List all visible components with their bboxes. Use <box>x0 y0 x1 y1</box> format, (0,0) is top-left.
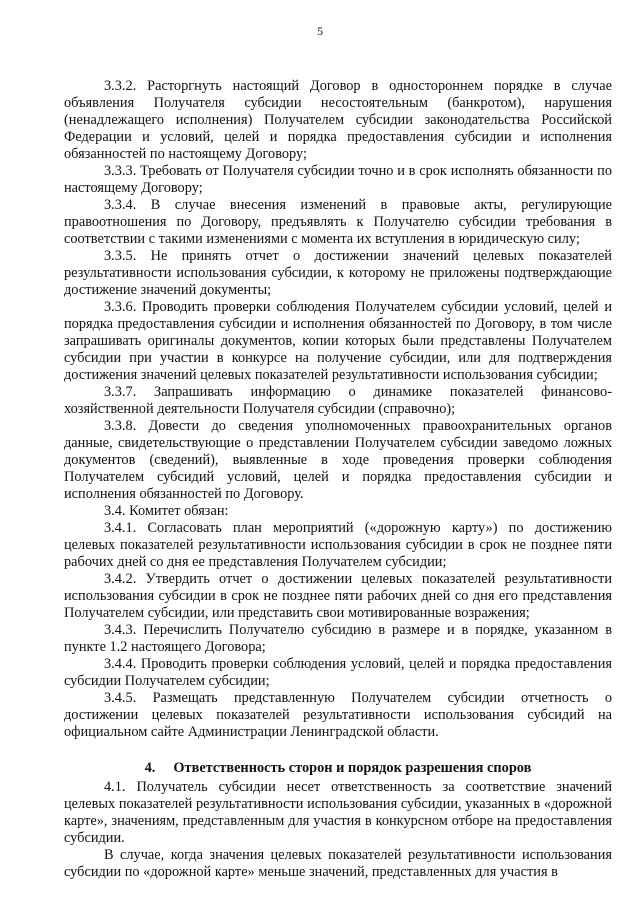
clause-3-4-5: 3.4.5. Размещать представленную Получателем субсидии отчетность о достижении целевых показателей результативности использования субсидий на официальном сайте Администрации Ленинградской области. <box>64 690 612 740</box>
clause-4-1: 4.1. Получатель субсидии несет ответственность за соответствие значений целевых показателей результативности использования субсидии, указанных в «дорожной карте», значениям, представленным для участия в конкурсном отборе на предоставления субсидии. <box>64 779 612 846</box>
clause-3-4-1: 3.4.1. Согласовать план мероприятий («дорожную карту») по достижению целевых показателей результативности использования субсидии в срок не позднее пяти рабочих дней со дня ее представления Получателем субсидии; <box>64 520 612 570</box>
clause-3-3-8: 3.3.8. Довести до сведения уполномоченных правоохранительных органов данные, свидетельствующие о представлении Получателем субсидии заведомо ложных документов (сведений), выявленные в ходе проведения проверки соблюдения Получателем субсидий условий, целей и порядка предоставления субсидии и исполнения обязанностей по Договору. <box>64 418 612 502</box>
section-heading <box>64 760 612 777</box>
clause-3-4-4: 3.4.4. Проводить проверки соблюдения условий, целей и порядка предоставления субсидии Получателем субсидии; <box>64 656 612 689</box>
clause-3-3-7: 3.3.7. Запрашивать информацию о динамике показателей финансово-хозяйственной деятельности Получателя субсидии (справочно); <box>64 384 612 417</box>
section-4-paragraph: В случае, когда значения целевых показателей результативности использования субсидии по «дорожной карте» меньше значений, представленных для участия в <box>64 847 612 880</box>
section-title: Ответственность сторон и порядок разрешения споров <box>173 760 532 776</box>
clause-3-4: 3.4. Комитет обязан: <box>104 503 229 519</box>
page-number: 5 <box>317 24 323 38</box>
clause-3-3-5: 3.3.5. Не принять отчет о достижении значений целевых показателей результативности использования субсидии, к которому не приложены подтверждающие достижение значений документы; <box>64 248 612 298</box>
section-number: 4. <box>144 760 156 776</box>
document-body <box>64 78 612 881</box>
clause-3-3-6: 3.3.6. Проводить проверки соблюдения Получателем субсидии условий, целей и порядка предоставления субсидии и исполнения обязанностей по Договору, в том числе запрашивать оригиналы документов, копии которых были представлены Получателем субсидии при участии в конкурсе на получение субсидии, или для подтверждения достижения значений целевых показателей результативности использования субсидии; <box>64 299 612 383</box>
clause-3-4-2: 3.4.2. Утвердить отчет о достижении целевых показателей результативности использования субсидии в срок не позднее пяти рабочих дней со дня его представления Получателем субсидии, или представить свои мотивированные возражения; <box>64 571 612 621</box>
clause-3-3-2: 3.3.2. Расторгнуть настоящий Договор в одностороннем порядке в случае объявления Получателя субсидии несостоятельным (банкротом), нарушения (ненадлежащего исполнения) Получателем субсидии законодательства Российской Федерации и условий, целей и порядка предоставления субсидии и исполнения обязанностей по настоящему Договору; <box>64 78 612 162</box>
clause-3-3-4: 3.3.4. В случае внесения изменений в правовые акты, регулирующие правоотношения по Договору, предъявлять к Получателю субсидии требования в соответствии с такими изменениями с момента их вступления в юридическую силу; <box>64 197 612 247</box>
clause-3-3-3: 3.3.3. Требовать от Получателя субсидии точно и в срок исполнять обязанности по настоящему Договору; <box>64 163 612 196</box>
clause-3-4-3: 3.4.3. Перечислить Получателю субсидию в размере и в порядке, указанном в пункте 1.2 настоящего Договора; <box>64 622 612 655</box>
